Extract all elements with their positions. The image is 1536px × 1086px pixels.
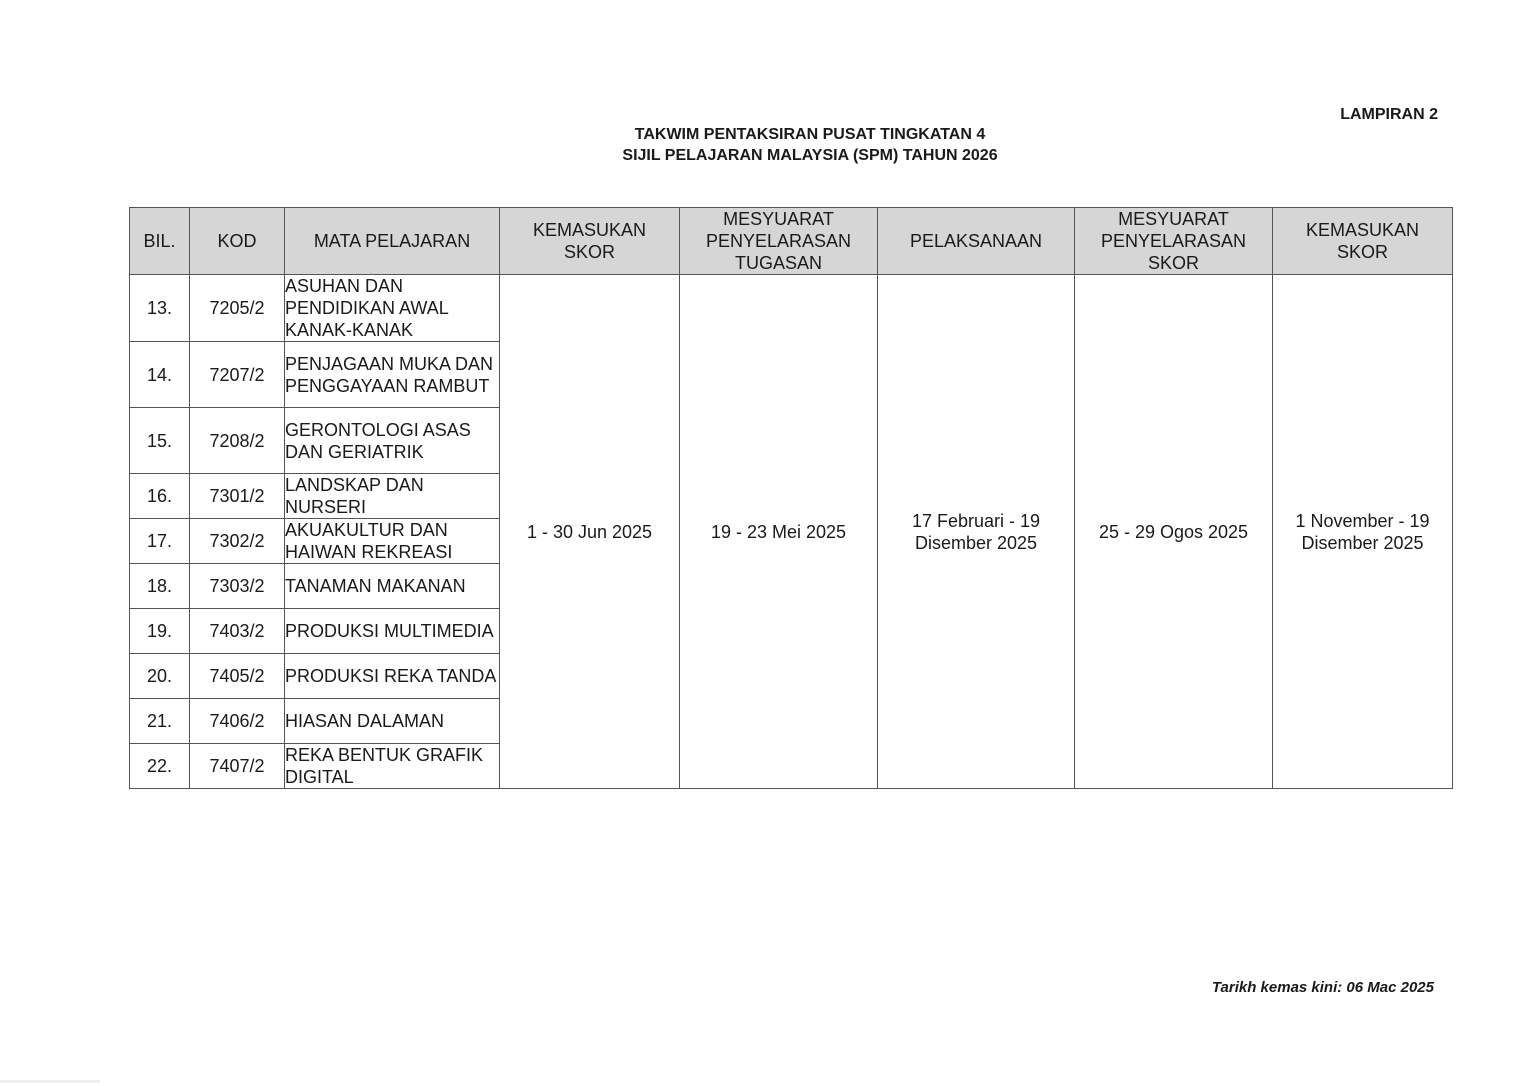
header-pelaksanaan: PELAKSANAAN (878, 208, 1075, 275)
header-kemasukan-skor-1: KEMASUKAN SKOR (500, 208, 680, 275)
document-title (470, 124, 1150, 166)
row-bil: 17. (130, 519, 190, 564)
table-row (130, 275, 1453, 342)
row-subject: PRODUKSI MULTIMEDIA (285, 609, 500, 654)
row-subject: HIASAN DALAMAN (285, 699, 500, 744)
row-bil: 16. (130, 474, 190, 519)
row-kod: 7406/2 (190, 699, 285, 744)
table-header-row (130, 208, 1453, 275)
row-subject: REKA BENTUK GRAFIK DIGITAL (285, 744, 500, 789)
row-subject: GERONTOLOGI ASAS DAN GERIATRIK (285, 408, 500, 474)
cell-mesyuarat-penyelarasan-skor: 25 - 29 Ogos 2025 (1075, 275, 1273, 789)
row-kod: 7301/2 (190, 474, 285, 519)
assessment-schedule-table (129, 207, 1453, 789)
row-bil: 13. (130, 275, 190, 342)
lampiran-label: LAMPIRAN 2 (1340, 106, 1438, 123)
row-bil: 22. (130, 744, 190, 789)
header-bil: BIL. (130, 208, 190, 275)
update-date: Tarikh kemas kini: 06 Mac 2025 (1211, 979, 1434, 996)
cell-mesyuarat-penyelarasan-tugasan: 19 - 23 Mei 2025 (680, 275, 878, 789)
header-mesyuarat-penyelarasan-skor: MESYUARAT PENYELARASAN SKOR (1075, 208, 1273, 275)
cell-pelaksanaan: 17 Februari - 19 Disember 2025 (878, 275, 1075, 789)
row-kod: 7407/2 (190, 744, 285, 789)
header-kod: KOD (190, 208, 285, 275)
row-kod: 7403/2 (190, 609, 285, 654)
header-mata-pelajaran: MATA PELAJARAN (285, 208, 500, 275)
row-kod: 7207/2 (190, 342, 285, 408)
row-bil: 20. (130, 654, 190, 699)
cell-kemasukan-skor-1: 1 - 30 Jun 2025 (500, 275, 680, 789)
header-kemasukan-skor-2: KEMASUKAN SKOR (1273, 208, 1453, 275)
row-subject: LANDSKAP DAN NURSERI (285, 474, 500, 519)
cell-kemasukan-skor-2: 1 November - 19 Disember 2025 (1273, 275, 1453, 789)
row-subject: PENJAGAAN MUKA DAN PENGGAYAAN RAMBUT (285, 342, 500, 408)
row-kod: 7303/2 (190, 564, 285, 609)
row-bil: 14. (130, 342, 190, 408)
row-bil: 19. (130, 609, 190, 654)
row-subject: AKUAKULTUR DAN HAIWAN REKREASI (285, 519, 500, 564)
scan-edge-mark (0, 1080, 100, 1083)
title-line-2: SIJIL PELAJARAN MALAYSIA (SPM) TAHUN 2026 (622, 147, 998, 164)
row-subject: ASUHAN DAN PENDIDIKAN AWAL KANAK-KANAK (285, 275, 500, 342)
row-subject: PRODUKSI REKA TANDA (285, 654, 500, 699)
row-kod: 7208/2 (190, 408, 285, 474)
row-subject: TANAMAN MAKANAN (285, 564, 500, 609)
row-bil: 15. (130, 408, 190, 474)
title-line-1: TAKWIM PENTAKSIRAN PUSAT TINGKATAN 4 (634, 126, 986, 143)
row-kod: 7302/2 (190, 519, 285, 564)
row-bil: 21. (130, 699, 190, 744)
header-mesyuarat-penyelarasan-tugasan: MESYUARAT PENYELARASAN TUGASAN (680, 208, 878, 275)
row-kod: 7205/2 (190, 275, 285, 342)
row-bil: 18. (130, 564, 190, 609)
row-kod: 7405/2 (190, 654, 285, 699)
